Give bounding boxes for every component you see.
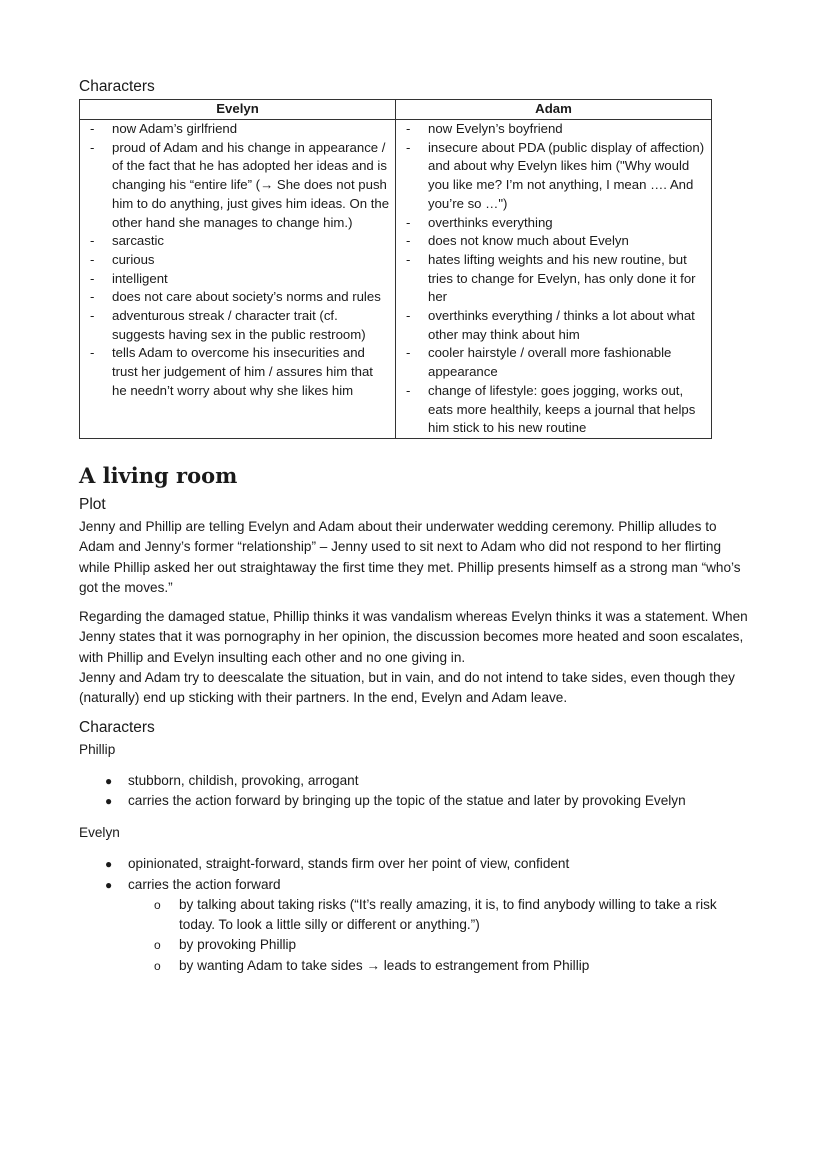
plot-heading: Plot bbox=[79, 495, 106, 513]
list-item: - insecure about PDA (public display of affection) and about why Evelyn likes him ("Why would you like me? I’m not anything, I mean …. And you’re so …") bbox=[402, 139, 707, 214]
table-header-adam: Adam bbox=[396, 100, 712, 120]
evelyn-subitems-list bbox=[128, 895, 749, 976]
list-item: - overthinks everything / thinks a lot about what other may think about him bbox=[402, 307, 707, 344]
bullet-icon: ● bbox=[105, 877, 113, 892]
bullet-icon: ● bbox=[105, 857, 113, 872]
list-item: - does not care about society’s norms and rules bbox=[86, 288, 391, 307]
list-item: ● opinionated, straight-forward, stands firm over her point of view, confident bbox=[79, 854, 749, 874]
list-item: - hates lifting weights and his new routine, but tries to change for Evelyn, has only done it for her bbox=[402, 251, 707, 307]
list-item: ● carries the action forward by bringing up the topic of the statue and later by provoking Evelyn bbox=[79, 791, 749, 811]
phillip-traits-list bbox=[79, 771, 749, 812]
list-item: - sarcastic bbox=[86, 232, 391, 251]
adam-traits-list bbox=[402, 120, 707, 438]
plot-paragraph-2: Regarding the damaged statue, Phillip thinks it was vandalism whereas Evelyn thinks it was a statement. When Jenny states that it was pornography in her opinion, the discussion becomes more heated and soon escalates, with Phillip and Evelyn insulting each other and no one giving in. bbox=[79, 609, 748, 665]
list-item: - cooler hairstyle / overall more fashionable appearance bbox=[402, 344, 707, 381]
list-item: - curious bbox=[86, 251, 391, 270]
list-item: - change of lifestyle: goes jogging, works out, eats more healthily, keeps a journal that helps him stick to his new routine bbox=[402, 382, 707, 438]
list-item: - now Evelyn’s boyfriend bbox=[402, 120, 707, 139]
evelyn-traits-list-2 bbox=[79, 854, 749, 976]
scene-title: A living room bbox=[79, 462, 238, 488]
character-name-evelyn: Evelyn bbox=[79, 825, 120, 841]
evelyn-traits-cell bbox=[80, 120, 396, 439]
list-item: - proud of Adam and his change in appearance / of the fact that he has adopted her ideas and is changing his “entire life” (→ She does not push him to do anything, just gives him ideas. On the other hand she manages to change him.) bbox=[86, 139, 391, 233]
evelyn-traits-list bbox=[86, 120, 391, 401]
plot-paragraph-3: Jenny and Adam try to deescalate the situation, but in vain, and do not intend to take sides, even though they (naturally) end up sticking with their partners. In the end, Evelyn and Adam leave. bbox=[79, 670, 735, 706]
list-item: - now Adam’s girlfriend bbox=[86, 120, 391, 139]
list-item: ● carries the action forward o by talking about taking risks (“It’s really amazing, it is, to find anybody willing to take a risk today. To look a little silly or different or anything.”) o by provoking Phillip o by wanting Adam to take sides → leads to estrangement from Phillip bbox=[79, 875, 749, 976]
characters-table bbox=[79, 99, 712, 439]
circle-bullet-icon: o bbox=[154, 938, 161, 953]
list-item: - does not know much about Evelyn bbox=[402, 232, 707, 251]
table-header-evelyn: Evelyn bbox=[80, 100, 396, 120]
list-item: o by provoking Phillip bbox=[128, 935, 749, 955]
document-page bbox=[79, 78, 749, 976]
list-item: - intelligent bbox=[86, 270, 391, 289]
list-item: o by talking about taking risks (“It’s really amazing, it is, to find anybody willing to take a risk today. To look a little silly or different or anything.”) bbox=[154, 896, 717, 933]
list-item: o by wanting Adam to take sides → leads to estrangement from Phillip bbox=[128, 956, 749, 976]
bullet-icon: ● bbox=[105, 793, 113, 808]
plot-paragraph-1: Jenny and Phillip are telling Evelyn and Adam about their underwater wedding ceremony. Phillip alludes to Adam and Jenny’s former “relationship” – Jenny used to sit next to Adam who did not respond to her flirting while Phillip asked her out straightaway the first time they met. Phillip presents himself as a strong man “who’s got the moves.” bbox=[79, 518, 741, 595]
list-item: - overthinks everything bbox=[402, 214, 707, 233]
circle-bullet-icon: o bbox=[154, 897, 161, 912]
list-item: ● stubborn, childish, provoking, arrogant bbox=[79, 771, 749, 791]
character-name-phillip: Phillip bbox=[79, 741, 116, 757]
characters-heading-2: Characters bbox=[79, 718, 155, 736]
adam-traits-cell bbox=[396, 120, 712, 439]
characters-heading: Characters bbox=[79, 78, 155, 95]
list-item: - adventurous streak / character trait (cf. suggests having sex in the public restroom) bbox=[86, 307, 391, 344]
bullet-icon: ● bbox=[105, 773, 113, 788]
circle-bullet-icon: o bbox=[154, 958, 161, 973]
list-item: - tells Adam to overcome his insecurities and trust her judgement of him / assures him that he needn’t worry about why she likes him bbox=[86, 344, 391, 400]
